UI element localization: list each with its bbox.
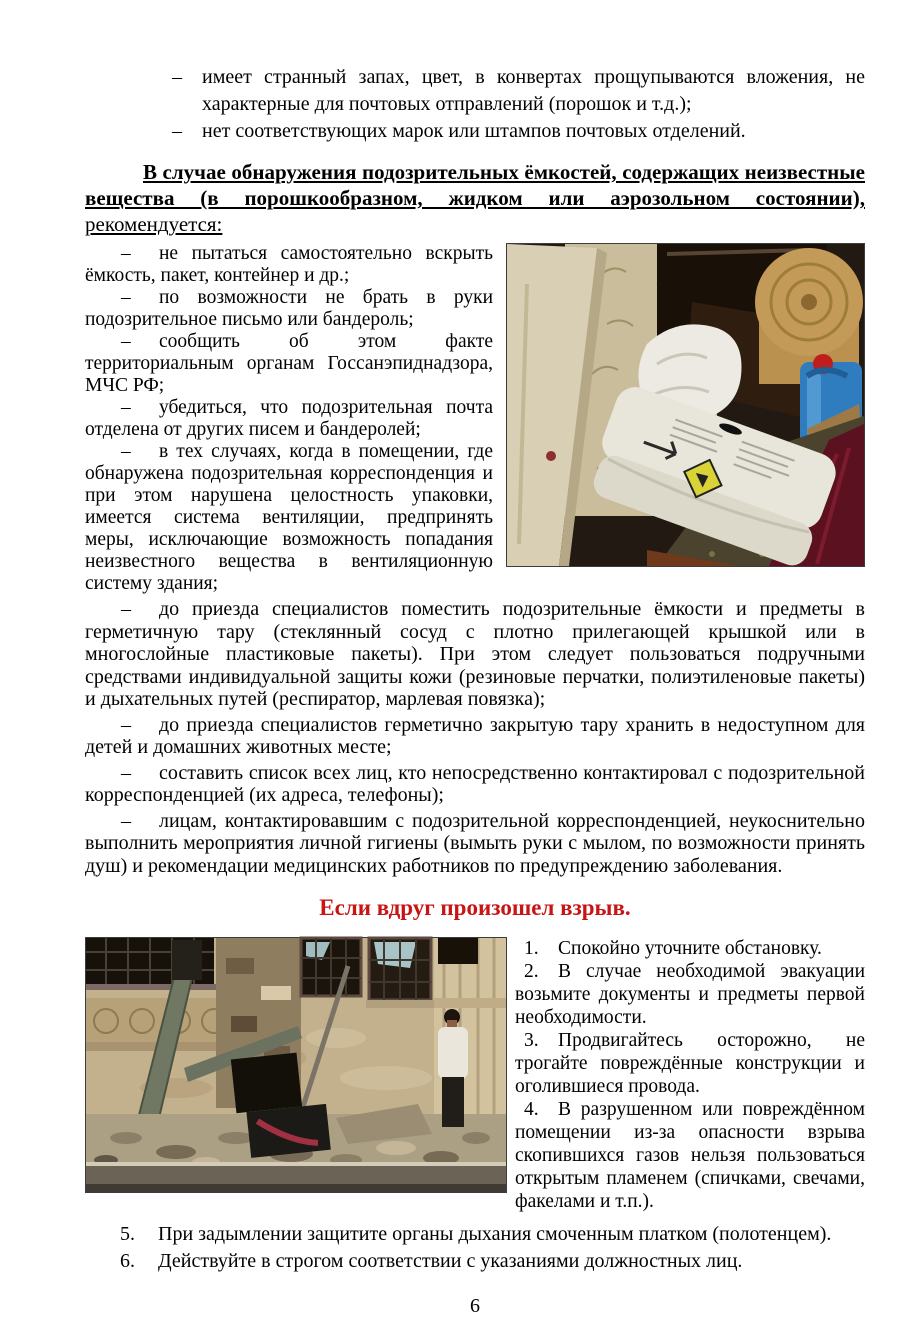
item-text: В разрушенном или повреждённом помещении из-за опасности взрыва скопившихся газов нельзя пользоваться открытым пламенем (спичками, свечами, факелами и т.п.). bbox=[515, 1099, 865, 1212]
list-item-text: сообщить об этом факте территориальным органам Госсанэпиднадзора, МЧС РФ; bbox=[85, 331, 493, 396]
list-item-text: составить список всех лиц, кто непосредственно контактировал с подозрительной корреспонденцией (их адреса, телефоны); bbox=[85, 761, 865, 806]
item-text: Спокойно уточните обстановку. bbox=[558, 938, 822, 959]
list-item bbox=[85, 287, 493, 331]
numbered-item bbox=[515, 1029, 865, 1098]
numbered-item bbox=[515, 1098, 865, 1213]
list-item bbox=[85, 331, 493, 397]
list-item bbox=[85, 762, 865, 807]
list-item-text: по возможности не брать в руки подозрительное письмо или бандероль; bbox=[85, 287, 493, 330]
item-number: 5. bbox=[120, 1223, 135, 1245]
list-item-text: нет соответствующих марок или штампов почтовых отделений. bbox=[202, 120, 746, 142]
list-item-text: в тех случаях, когда в помещении, где обнаружена подозрительная корреспонденция и при этом нарушена целостность упаковки, имеется система вентиляции, предпринять меры, исключающие возможность попадания неизвестного вещества в вентиляционную систему здания; bbox=[85, 441, 493, 594]
item-number: 3. bbox=[524, 1030, 539, 1051]
item-text: Продвигайтесь осторожно, не трогайте повреждённые конструкции и оголившиеся провода. bbox=[515, 1030, 865, 1097]
explosion-row bbox=[85, 937, 865, 1213]
dash-marker: – bbox=[121, 331, 131, 352]
dash-marker: – bbox=[121, 713, 131, 736]
dash-marker: – bbox=[172, 66, 182, 88]
list-item-text: лицам, контактировавшим с подозрительной корреспонденцией, неукоснительно выполнить мероприятия личной гигиены (вымыть руки с мылом, по возможности принять душ) и рекомендации медицинских работников по предупреждению заболевания. bbox=[85, 809, 865, 877]
dash-marker: – bbox=[121, 287, 131, 308]
curb bbox=[86, 1162, 506, 1192]
list-item bbox=[85, 243, 493, 287]
containers-text-column bbox=[85, 243, 493, 595]
numbered-item bbox=[120, 1248, 865, 1275]
item-text: В случае необходимой эвакуации возьмите документы и предметы первой необходимости. bbox=[515, 961, 865, 1028]
item-text: При задымлении защитите органы дыхания смоченным платком (полотенцем). bbox=[158, 1223, 832, 1245]
photo-explosion-aftermath bbox=[85, 937, 507, 1193]
item-number: 1. bbox=[524, 938, 539, 959]
dash-marker: – bbox=[121, 598, 131, 620]
heading-tail-part: рекомендуется: bbox=[85, 212, 223, 236]
item-text: Действуйте в строгом соответствии с указаниями должностных лиц. bbox=[158, 1250, 743, 1272]
numbered-item bbox=[515, 960, 865, 1029]
center-windows bbox=[301, 938, 436, 1008]
list-item bbox=[85, 118, 865, 145]
section-heading-containers bbox=[85, 159, 865, 237]
photo-suspicious-containers bbox=[506, 243, 865, 567]
intro-list bbox=[85, 64, 865, 145]
list-item bbox=[85, 810, 865, 878]
section-heading-explosion: Если вдруг произошел взрыв. bbox=[319, 895, 631, 920]
explosion-text-column bbox=[515, 937, 865, 1213]
containers-fullwidth-list bbox=[85, 598, 865, 877]
dash-marker: – bbox=[172, 120, 182, 142]
list-item-text: до приезда специалистов поместить подозрительные ёмкости и предметы в герметичную тару (стеклянный сосуд с плотно прилегающей крышкой или в многослойные пластиковые пакеты). При этом следует пользоваться подручными средствами индивидуальной защиты кожи (резиновые перчатки, полиэтиленовые пакеты) и дыхательных путей (респиратор, марлевая повязка); bbox=[85, 598, 865, 710]
list-item bbox=[85, 64, 865, 118]
list-item bbox=[85, 714, 865, 759]
dash-marker: – bbox=[121, 809, 131, 832]
item-number: 6. bbox=[120, 1250, 135, 1272]
list-item-text: не пытаться самостоятельно вскрыть ёмкость, пакет, контейнер и др.; bbox=[85, 243, 493, 286]
numbered-item bbox=[515, 937, 865, 960]
numbered-item bbox=[120, 1221, 865, 1248]
explosion-fullwidth-list bbox=[85, 1221, 865, 1275]
list-item-text: до приезда специалистов герметично закрытую тару хранить в недоступном для детей и домашних животных месте; bbox=[85, 713, 865, 758]
heading-bold-part: В случае обнаружения подозрительных ёмкостей, содержащих неизвестные вещества (в порошкообразном, жидком или аэрозольном состоянии), bbox=[85, 160, 865, 210]
containers-row bbox=[85, 243, 865, 595]
list-item-text: имеет странный запах, цвет, в конвертах прощупываются вложения, не характерные для почтовых отправлений (порошок и т.д.); bbox=[202, 66, 865, 115]
dash-marker: – bbox=[121, 397, 131, 418]
dash-marker: – bbox=[121, 243, 131, 264]
list-item-text: убедиться, что подозрительная почта отделена от других писем и бандеролей; bbox=[85, 397, 493, 440]
list-item bbox=[85, 441, 493, 595]
dash-marker: – bbox=[121, 441, 131, 462]
item-number: 4. bbox=[524, 1099, 539, 1120]
dash-marker: – bbox=[121, 761, 131, 784]
list-item bbox=[85, 598, 865, 711]
page-number: 6 bbox=[470, 1295, 480, 1317]
list-item bbox=[85, 397, 493, 441]
item-number: 2. bbox=[524, 961, 539, 982]
